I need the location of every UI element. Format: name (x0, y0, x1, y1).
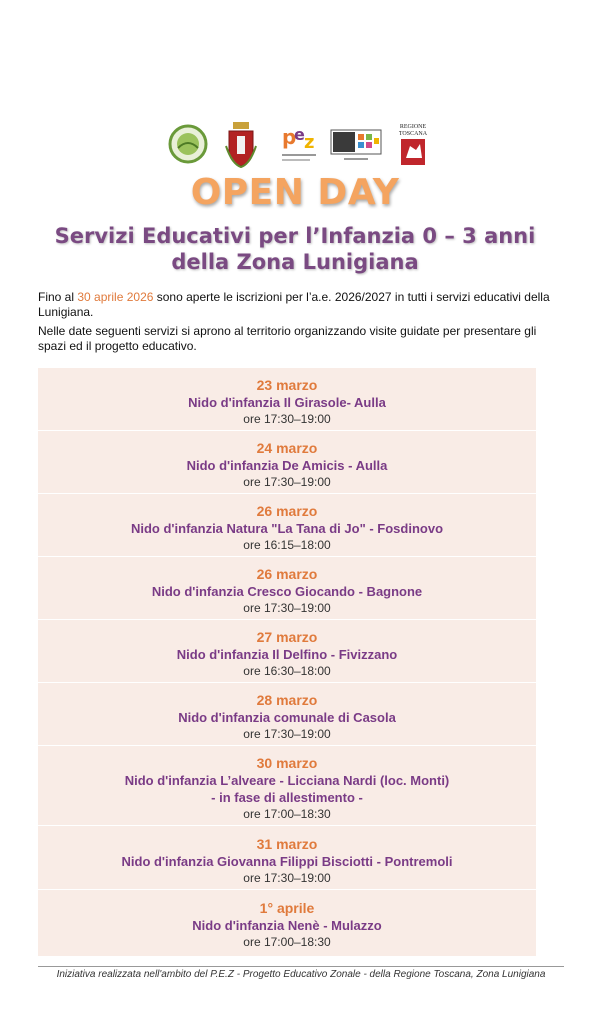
event-item (38, 683, 536, 746)
intro-text-after: sono aperte le iscrizioni per l’a.e. 2026/2027 in tutti i servizi educativi della Lunigiana. (38, 290, 550, 319)
event-name: Nido d'infanzia L’alveare - Licciana Nardi (loc. Monti) (124, 773, 450, 788)
event-name: Nido d'infanzia Il Delfino - Fivizzano (176, 647, 398, 662)
logo-row (0, 120, 590, 168)
event-time: ore 16:15–18:00 (243, 538, 331, 552)
event-item (38, 494, 536, 557)
intro-paragraph-visits: Nelle date seguenti servizi si aprono al territorio organizzando visite guidate per presentare gli spazi ed il progetto educativo. (38, 324, 537, 353)
event-date: 26 marzo (256, 503, 318, 519)
comune-coat-of-arms-icon (224, 120, 258, 168)
event-date: 28 marzo (256, 692, 318, 708)
regione-toscana-logo-icon (396, 120, 430, 168)
event-time: ore 17:30–19:00 (243, 412, 331, 426)
event-date: 31 marzo (256, 836, 318, 852)
svg-text:REGIONE: REGIONE (399, 124, 427, 130)
event-date: 27 marzo (256, 629, 318, 645)
event-name: Nido d'infanzia Giovanna Filippi Bisciotti - Pontremoli (121, 854, 453, 869)
event-date: 30 marzo (256, 755, 318, 771)
footer-note: Iniziativa realizzata nell'ambito del P.E.Z - Progetto Educativo Zonale - della Regione Toscana, Zona Lunigiana (56, 969, 546, 980)
event-name: Nido d'infanzia Natura "La Tana di Jo" - Fosdinovo (130, 521, 444, 536)
event-name: Nido d'infanzia comunale di Casola (178, 710, 396, 725)
event-item (38, 557, 536, 620)
event-time: ore 17:30–19:00 (243, 475, 331, 489)
event-time: ore 17:00–18:30 (243, 935, 331, 949)
intro-paragraph-enrollment (38, 290, 558, 320)
deadline-date: 30 aprile 2026 (77, 290, 154, 304)
event-time: ore 17:30–19:00 (243, 727, 331, 741)
intro-text-before: Fino al (38, 290, 78, 304)
event-item (38, 746, 536, 826)
event-item (38, 890, 536, 956)
event-date: 23 marzo (256, 377, 318, 393)
progetto-logo-icon (330, 120, 382, 168)
event-name: Nido d'infanzia Nenè - Mulazzo (192, 918, 382, 933)
event-item (38, 620, 536, 683)
event-time: ore 17:30–19:00 (243, 871, 331, 885)
footer-divider (38, 966, 564, 967)
event-time: ore 17:30–19:00 (243, 601, 331, 615)
event-date: 1° aprile (259, 900, 315, 916)
event-name: Nido d'infanzia Cresco Giocando - Bagnone (151, 584, 423, 599)
svg-text:p: p (282, 125, 297, 149)
page-subtitle (0, 223, 590, 275)
event-item (38, 826, 536, 890)
event-date: 26 marzo (256, 566, 318, 582)
event-date: 24 marzo (256, 440, 318, 456)
event-time: ore 17:00–18:30 (243, 807, 331, 821)
event-time: ore 16:30–18:00 (243, 664, 331, 678)
svg-text:TOSCANA: TOSCANA (398, 131, 428, 137)
svg-text:z: z (304, 132, 315, 153)
svg-text:e: e (294, 125, 305, 144)
arte-logo-icon (168, 120, 208, 168)
page-title: OPEN DAY (190, 172, 400, 213)
event-item (38, 368, 536, 431)
event-name: Nido d'infanzia Il Girasole- Aulla (188, 395, 386, 410)
subtitle-line-1: Servizi Educativi per l’Infanzia 0 – 3 anni (54, 224, 536, 248)
event-note: - in fase di allestimento - (211, 790, 363, 805)
event-item (38, 431, 536, 494)
pez-logo-icon (280, 120, 320, 168)
event-name: Nido d'infanzia De Amicis - Aulla (186, 458, 388, 473)
events-list (38, 368, 536, 956)
subtitle-line-2: della Zona Lunigiana (171, 250, 419, 274)
